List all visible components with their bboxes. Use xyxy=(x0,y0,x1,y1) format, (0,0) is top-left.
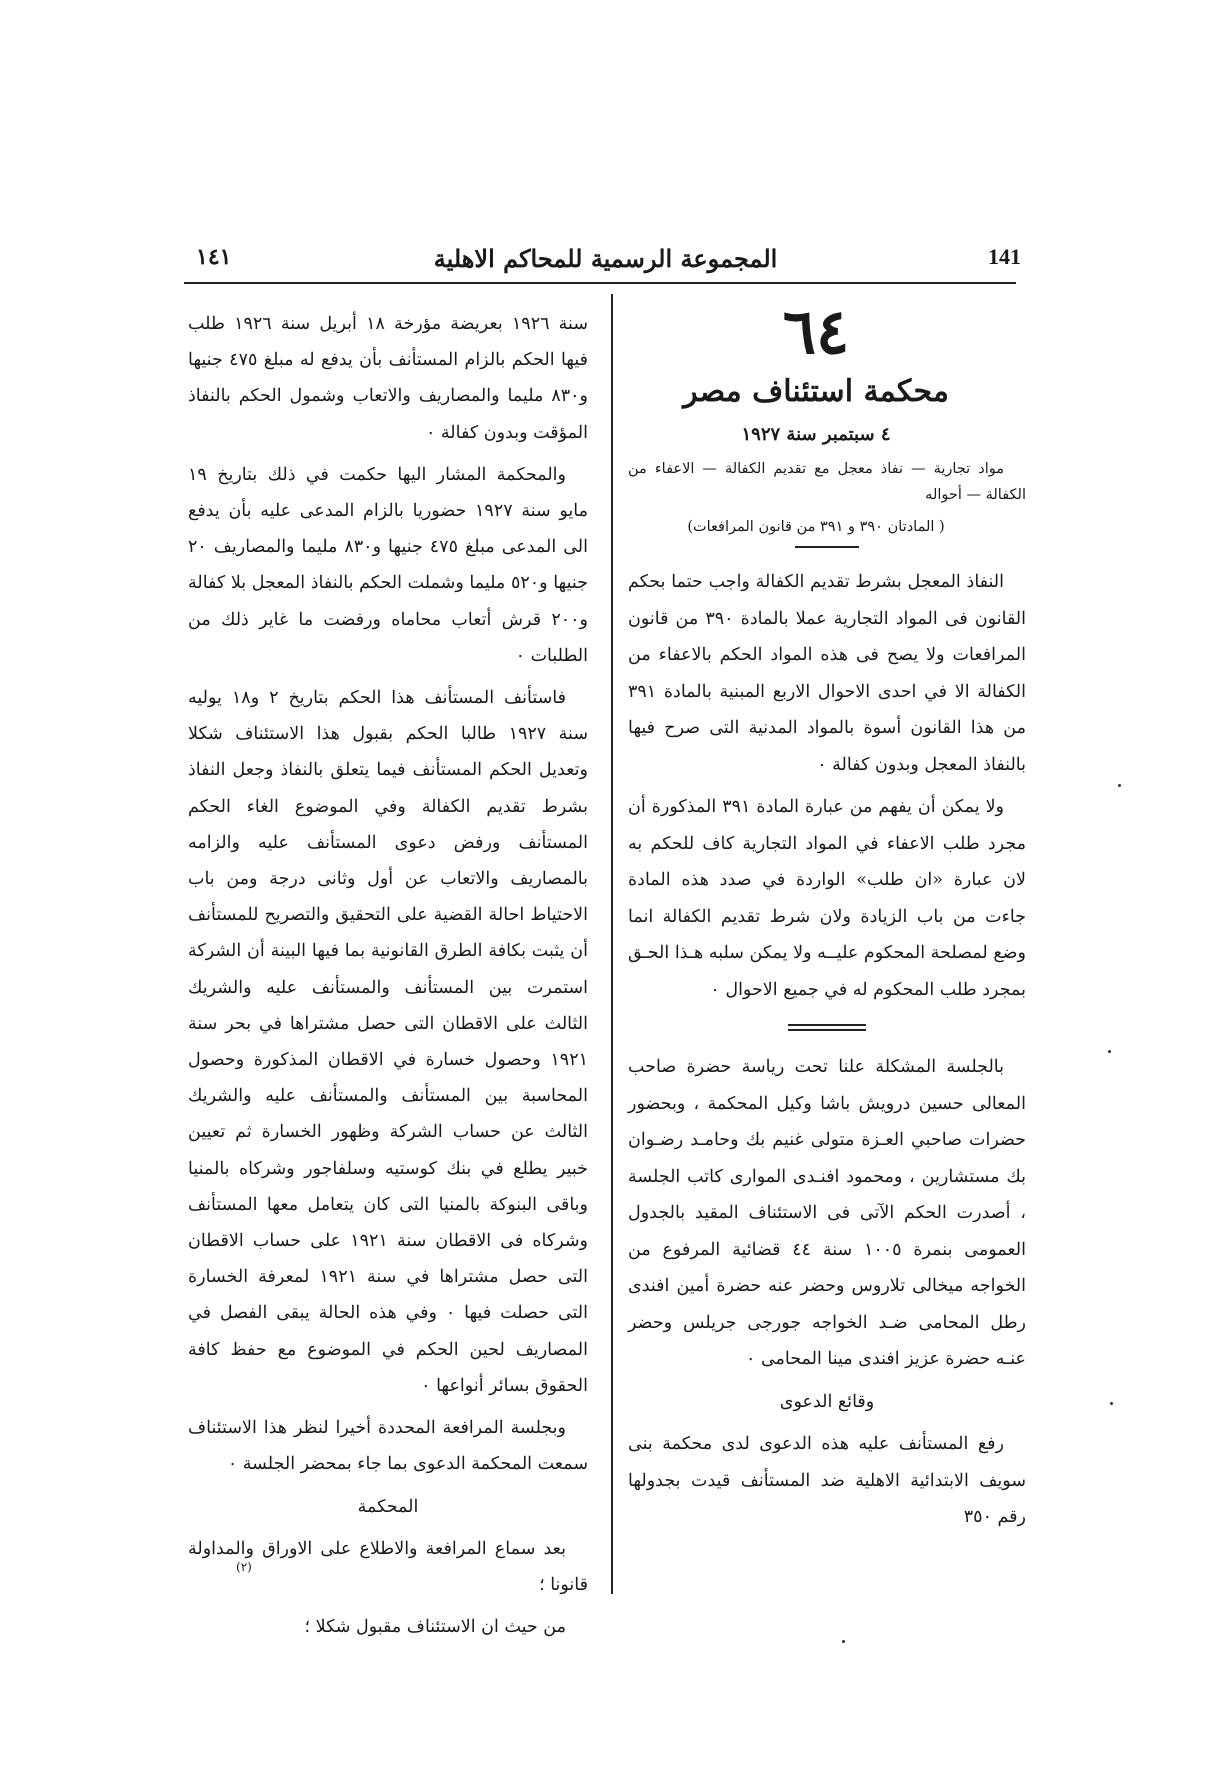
facts-heading: وقائع الدعوى xyxy=(779,1391,875,1412)
double-rule xyxy=(788,1024,866,1031)
judgment-date: ٤ سبتمبر سنة ١٩٢٧ xyxy=(741,424,891,445)
session-paragraph: بالجلسة المشكلة علنا تحت رياسة حضرة صاحب المعالى حسين درويش باشا وكيل المحكمة ، وبحضور حضرات صاحبي العـزة متولى غنيم بك وحامـد رضـوان بك مستشارين ، ومحمود افنـدى الموارى كاتب الجلسة ، أصدرت الحكم الآتى فى الاستئناف المقيد بالجدول العمومى بنمرة ١٠٠٥ سنة ٤٤ قضائية المرفوع من الخواجه ميخالى تلاروس وحضر عنه حضرة أمين افندى رطل المحامى ضـد الخواجه جورجى جريلس وحضر عنـه حضرة عزيز افندى مينا المحامى ٠ xyxy=(628,1057,1026,1369)
header-rule xyxy=(184,282,1016,284)
page-number-latin: 141 xyxy=(988,244,1021,269)
continuation-paragraph: سنة ١٩٢٦ بعريضة مؤرخة ١٨ أبريل سنة ١٩٢٦ طلب فيها الحكم بالزام المستأنف بأن يدفع له مبلغ ٤٧٥ جنيها و٨٣٠ مليما والمصاريف والاتعاب وشمول الحكم بالنفاذ المؤقت وبدون كفالة ٠ xyxy=(188,314,589,443)
footnote-marker: (٢) xyxy=(236,1560,252,1574)
right-column xyxy=(628,295,1027,1542)
scan-speck xyxy=(1118,784,1121,787)
running-title: المجموعة الرسمية للمحاكم الاهلية xyxy=(433,244,778,273)
articles-reference: ( المادتان ٣٩٠ و ٣٩١ من قانون المرافعات) xyxy=(687,519,945,535)
column-divider xyxy=(611,294,613,1594)
page-number-arabic: ١٤١ xyxy=(196,244,232,270)
appeal-paragraph: فاستأنف المستأنف هذا الحكم بتاريخ ٢ و١٨ يوليه سنة ١٩٢٧ طالبا الحكم بقبول هذا الاستئناف شكلا وتعديل الحكم المستأنف فيما يتعلق بالنفاذ وجعل النفاذ بشرط تقديم الكفالة وفي الموضوع الغاء الحكم المستأنف ورفض دعوى المستأنف عليه والزامه بالمصاريف والاتعاب عن أول وثانى درجة ومن باب الاحتياط احالة القضية على التحقيق والتصريح للمستأنف أن يثبت بكافة الطرق القانونية بما فيها البينة أن الشركة استمرت بين المستأنف والمستأنف عليه والشريك الثالث على الاقطان التى حصل مشتراها في بحر سنة ١٩٢١ وحصول خسارة في الاقطان المذكورة وحصول المحاسبة بين المستأنف والمستأنف عليه والشريك الثالث عن حساب الشركة وظهور الخسارة ثم تعيين خبير يطلع في بنك كوستيه وسلفاجور وشركاه بالمنيا وباقى البنوكة بالمنيا التى كان يتعامل معها المستأنف وشركاه فى الاقطان سنة ١٩٢١ على حساب الاقطان التى حصل مشتراها في سنة ١٩٢١ لمعرفة الخسارة التى حصلت فيها ٠ وفي هذه الحالة يبقى الفصل في المصاريف لحين الحكم في الموضوع مع حفظ كافة الحقوق بسائر أنواعها ٠ xyxy=(188,688,589,1396)
facts-paragraph: رفع المستأنف عليه هذه الدعوى لدى محكمة بنى سويف الابتدائية الاهلية ضد المستأنف قيدت بجدولها رقم ٣٥٠ xyxy=(628,1434,1026,1527)
first-instance-paragraph: والمحكمة المشار اليها حكمت في ذلك بتاريخ ١٩ مايو سنة ١٩٢٧ حضوريا بالزام المدعى عليه بأن يدفع الى المدعى مبلغ ٤٧٥ جنيها و٨٣٠ مليما والمصاريف ٢٠ جنيها و٥٢٠ مليما وشملت الحكم بالنفاذ المعجل بلا كفالة و٢٠٠ قرش أتعاب محاماه ورفضت ما غاير ذلك من الطلبات ٠ xyxy=(188,464,588,666)
keywords: مواد تجارية — نفاذ معجل مع تقديم الكفالة — الاعفاء من الكفالة — أحواله xyxy=(628,461,1026,503)
admissibility-paragraph: من حيث ان الاستئناف مقبول شكلا ؛ xyxy=(304,1617,566,1638)
headnote-paragraph-2: ولا يمكن أن يفهم من عبارة المادة ٣٩١ المذكورة أن مجرد طلب الاعفاء في المواد التجارية كاف للحكم به لان عبارة «ان طلب» الواردة في صدد هذه المادة جاءت من باب الزيادة ولان شرط تقديم الكفالة انما وضع لمصلحة المحكوم عليــه ولا يمكن سلبه هـذا الحـق بمجرد طلب المحكوم له في جميع الاحوال ٠ xyxy=(628,797,1026,1000)
hearing-paragraph: وبجلسة المرافعة المحددة أخيرا لنظر هذا الاستئناف سمعت المحكمة الدعوى بما جاء بمحضر الجلسة ٠ xyxy=(188,1418,588,1475)
scan-speck xyxy=(1110,1402,1113,1405)
section-rule xyxy=(795,546,859,548)
court-name: محكمة استئناف مصر xyxy=(683,374,949,409)
court-heading: المحكمة xyxy=(357,1496,419,1517)
headnote-paragraph-1: النفاذ المعجل بشرط تقديم الكفالة واجب حتما بحكم القانون فى المواد التجارية عملا بالمادة ٣٩٠ من قانون المرافعات ولا يصح فى هذه المواد الحكم بالاعفاء من الكفالة الا في احدى الاحوال الاربع المبنية بالمادة ٣٩١ من هذا القانون أسوة بالمواد المدنية التى صرح فيها بالنفاذ المعجل وبدون كفالة ٠ xyxy=(628,572,1027,775)
scan-speck xyxy=(1108,1050,1111,1053)
scan-speck xyxy=(842,1640,845,1643)
case-number: ٦٤ xyxy=(782,295,850,368)
deliberation-paragraph: بعد سماع المرافعة والاطلاع على الاوراق والمداولة قانونا ؛ xyxy=(188,1538,588,1595)
left-column xyxy=(188,306,588,1651)
